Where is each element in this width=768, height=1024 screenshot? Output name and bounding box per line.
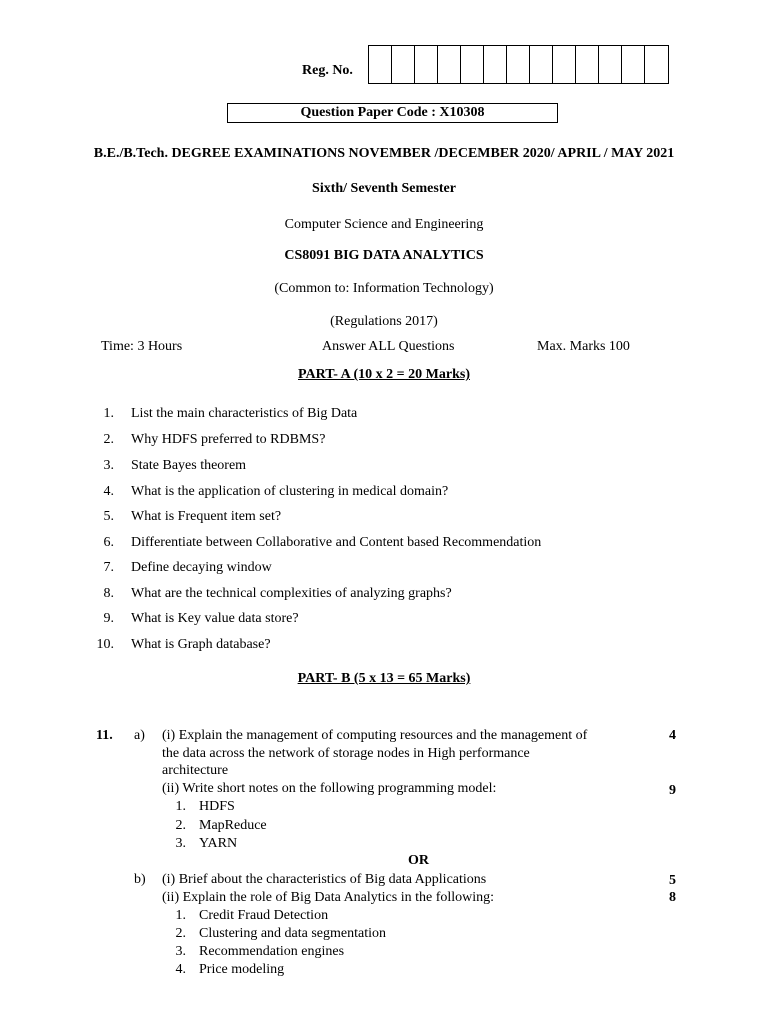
question-number: 8. — [103, 586, 114, 601]
question-text: What is Key value data store? — [131, 611, 299, 626]
option-b-ii: (ii) Explain the role of Big Data Analytics in the following: — [162, 890, 495, 905]
option-a-i-line2: the data across the network of storage nodes in High performance — [162, 746, 530, 761]
reg-no-box — [507, 46, 530, 83]
question-text: What are the technical complexities of analyzing graphs? — [131, 586, 452, 601]
sub-item-number: 3. — [175, 836, 186, 851]
question-text: What is Graph database? — [131, 637, 271, 652]
question-text: List the main characteristics of Big Data — [131, 406, 358, 421]
question-number: 9. — [103, 611, 114, 626]
option-a-i-marks: 4 — [669, 728, 676, 743]
part-a-heading: PART- A (10 x 2 = 20 Marks) — [298, 367, 470, 382]
department: Computer Science and Engineering — [284, 217, 484, 232]
reg-no-boxes — [368, 45, 669, 84]
option-b-i: (i) Brief about the characteristics of Big data Applications — [162, 872, 487, 887]
question-number: 4. — [103, 484, 114, 499]
option-a-ii-marks: 9 — [669, 783, 676, 798]
sub-item-number: 2. — [175, 926, 186, 941]
option-a-i-line3: architecture — [162, 763, 229, 778]
or-separator: OR — [408, 853, 429, 868]
regulations: (Regulations 2017) — [330, 314, 438, 329]
question-text: Why HDFS preferred to RDBMS? — [131, 432, 326, 447]
sub-item-number: 1. — [175, 908, 186, 923]
sub-item-text: Recommendation engines — [199, 944, 345, 959]
reg-no-label: Reg. No. — [302, 63, 353, 78]
reg-no-box — [392, 46, 415, 83]
reg-no-box — [484, 46, 507, 83]
question-number: 2. — [103, 432, 114, 447]
question-number: 3. — [103, 458, 114, 473]
reg-no-box — [599, 46, 622, 83]
option-b-ii-marks: 8 — [669, 890, 676, 905]
reg-no-box — [576, 46, 599, 83]
sub-item-number: 2. — [175, 818, 186, 833]
question-paper-code: Question Paper Code : X10308 — [227, 103, 558, 123]
question-number: 7. — [103, 560, 114, 575]
question-number: 6. — [103, 535, 114, 550]
reg-no-box — [645, 46, 668, 83]
question-number: 1. — [103, 406, 114, 421]
reg-no-box — [438, 46, 461, 83]
question-number: 10. — [96, 637, 114, 652]
reg-no-box — [415, 46, 438, 83]
sub-item-text: MapReduce — [199, 818, 267, 833]
semester: Sixth/ Seventh Semester — [312, 181, 456, 196]
time-allowed: Time: 3 Hours — [101, 339, 183, 354]
exam-title: B.E./B.Tech. DEGREE EXAMINATIONS NOVEMBER /DECEMBER 2020/ APRIL / MAY 2021 — [93, 146, 675, 161]
option-a-i-line1: (i) Explain the management of computing resources and the management of — [162, 728, 588, 743]
option-b-i-marks: 5 — [669, 873, 676, 888]
common-to: (Common to: Information Technology) — [274, 281, 494, 296]
question-text: State Bayes theorem — [131, 458, 247, 473]
reg-no-box — [553, 46, 576, 83]
sub-item-text: Credit Fraud Detection — [199, 908, 329, 923]
option-a-ii: (ii) Write short notes on the following programming model: — [162, 781, 497, 796]
question-text: What is Frequent item set? — [131, 509, 282, 524]
reg-no-box — [530, 46, 553, 83]
sub-item-text: YARN — [199, 836, 238, 851]
question-number: 5. — [103, 509, 114, 524]
instruction: Answer ALL Questions — [322, 339, 455, 354]
reg-no-box — [369, 46, 392, 83]
sub-item-number: 3. — [175, 944, 186, 959]
question-text: What is the application of clustering in medical domain? — [131, 484, 449, 499]
reg-no-box — [622, 46, 645, 83]
sub-item-number: 1. — [175, 799, 186, 814]
sub-item-text: Price modeling — [199, 962, 285, 977]
reg-no-box — [461, 46, 484, 83]
option-a-label: a) — [134, 728, 145, 743]
part-b-heading: PART- B (5 x 13 = 65 Marks) — [297, 671, 471, 686]
sub-item-text: HDFS — [199, 799, 235, 814]
option-b-label: b) — [134, 872, 146, 887]
question-11-number: 11. — [96, 728, 113, 743]
question-text: Differentiate between Collaborative and Content based Recommendation — [131, 535, 542, 550]
max-marks: Max. Marks 100 — [537, 339, 630, 354]
question-text: Define decaying window — [131, 560, 272, 575]
course-title: CS8091 BIG DATA ANALYTICS — [284, 248, 484, 263]
sub-item-text: Clustering and data segmentation — [199, 926, 387, 941]
sub-item-number: 4. — [175, 962, 186, 977]
